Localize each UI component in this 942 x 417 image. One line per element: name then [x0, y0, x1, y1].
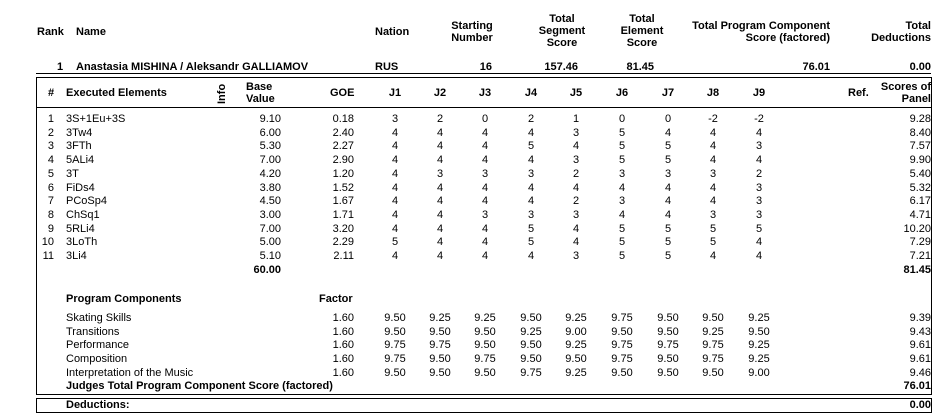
deductions-label: Deductions: — [66, 399, 130, 411]
element-judge-score: 4 — [481, 195, 489, 208]
element-judge-score: 3 — [481, 167, 489, 180]
element-goe: 2.27 — [332, 140, 354, 153]
pc-judge-score: 9.50 — [657, 325, 679, 338]
pc-factor: 1.60 — [332, 353, 354, 366]
element-judge-score: 4 — [709, 181, 717, 194]
element-judge-score: 1 — [572, 113, 580, 125]
element-judge-score: 3 — [572, 126, 580, 139]
pc-judge-score: 9.75 — [384, 353, 406, 366]
elements-header-underline — [36, 107, 932, 108]
element-judge-score: 0 — [618, 113, 626, 125]
element-name: 3Li4 — [66, 250, 87, 262]
pc-panel-score: 9.39 — [909, 312, 931, 324]
element-judge-score: 4 — [527, 154, 535, 167]
element-judge-score: 4 — [391, 140, 399, 153]
element-judge-score: 4 — [572, 236, 580, 249]
element-judge-score: 4 — [436, 181, 444, 194]
pc-judge-score: 9.25 — [520, 325, 542, 338]
skater-nation: RUS — [375, 61, 399, 73]
element-judge-score: 4 — [481, 154, 489, 167]
element-base-value: 3.00 — [259, 208, 281, 221]
pc-panel-score: 9.61 — [909, 353, 931, 366]
element-goe: 2.40 — [332, 126, 354, 139]
element-panel-score: 7.29 — [909, 236, 931, 249]
element-judge-score: 4 — [709, 140, 717, 153]
element-name: PCoSp4 — [66, 195, 107, 208]
pc-judge-score: 9.25 — [748, 312, 770, 324]
element-panel-score: 9.28 — [909, 113, 931, 125]
element-judge-score: 3 — [664, 167, 672, 180]
element-judge-score: 4 — [755, 236, 763, 249]
col-info-header: Info — [216, 83, 228, 104]
pc-judge-score: 9.75 — [611, 312, 633, 324]
element-panel-score: 6.17 — [909, 195, 931, 208]
pc-judge-score: 9.50 — [384, 366, 406, 379]
element-judge-score: 4 — [436, 236, 444, 249]
pc-judge-score: 9.50 — [657, 353, 679, 366]
element-panel-score: 7.57 — [909, 140, 931, 153]
element-judge-score: 4 — [391, 126, 399, 139]
pc-judge-score: 9.75 — [702, 339, 724, 352]
element-judge-score: -2 — [708, 113, 718, 125]
pc-factor: 1.60 — [332, 325, 354, 338]
element-judge-score: 5 — [527, 236, 535, 249]
element-judge-score: 2 — [572, 195, 580, 208]
pc-name: Transitions — [66, 325, 120, 338]
rank-header: Rank — [37, 26, 64, 38]
element-judge-score: 5 — [618, 140, 626, 153]
element-judge-score: 4 — [572, 181, 580, 194]
element-panel-score: 4.71 — [909, 208, 931, 221]
pc-judge-score: 9.75 — [429, 339, 451, 352]
element-name: FiDs4 — [66, 181, 95, 194]
element-goe: 1.20 — [332, 167, 354, 180]
pc-judge-score: 9.75 — [611, 353, 633, 366]
element-judge-score: 5 — [664, 222, 672, 235]
program-components-title: Program Components — [66, 293, 182, 305]
element-number: 10 — [41, 236, 54, 249]
pc-judge-score: 9.25 — [565, 339, 587, 352]
pc-judge-score: 9.25 — [748, 339, 770, 352]
element-judge-score: 4 — [391, 208, 399, 221]
col-num-header: # — [48, 87, 55, 99]
element-judge-score: 3 — [618, 195, 626, 208]
col-judge-header: J5 — [569, 87, 583, 99]
element-goe: 2.29 — [332, 236, 354, 249]
element-judge-score: 4 — [436, 195, 444, 208]
col-judge-header: J1 — [388, 87, 402, 99]
name-header: Name — [76, 26, 106, 38]
element-judge-score: 5 — [709, 222, 717, 235]
deductions-value: 0.00 — [909, 399, 931, 411]
deductions-box — [36, 398, 932, 413]
element-judge-score: 4 — [391, 250, 399, 262]
pc-name: Skating Skills — [66, 312, 132, 324]
element-judge-score: 5 — [755, 222, 763, 235]
element-name: 3Tw4 — [66, 126, 93, 139]
element-judge-score: 4 — [755, 154, 763, 167]
pc-judge-score: 9.75 — [384, 339, 406, 352]
element-judge-score: 5 — [618, 236, 626, 249]
element-judge-score: 4 — [664, 181, 672, 194]
element-panel-score: 10.20 — [903, 222, 931, 235]
element-judge-score: 5 — [618, 222, 626, 235]
element-judge-score: 2 — [436, 113, 444, 125]
total-pcs-header: Total Program Component Score (factored) — [692, 20, 830, 44]
pc-judge-score: 9.75 — [611, 339, 633, 352]
element-judge-score: 5 — [391, 236, 399, 249]
element-judge-score: 3 — [572, 208, 580, 221]
skater-starting-number: 16 — [479, 61, 492, 73]
starting-number-header: Starting Number — [451, 20, 493, 44]
element-number: 3 — [47, 140, 54, 153]
pc-factor: 1.60 — [332, 339, 354, 352]
pc-judge-score: 9.50 — [474, 339, 496, 352]
pc-judge-score: 9.50 — [474, 325, 496, 338]
element-judge-score: 5 — [527, 140, 535, 153]
element-judge-score: 4 — [527, 195, 535, 208]
element-judge-score: 4 — [436, 140, 444, 153]
pc-judge-score: 9.75 — [702, 353, 724, 366]
pc-judge-score: 9.00 — [748, 366, 770, 379]
element-goe: 1.67 — [332, 195, 354, 208]
pc-judge-score: 9.50 — [520, 312, 542, 324]
element-name: 5ALi4 — [66, 154, 95, 167]
element-judge-score: 2 — [572, 167, 580, 180]
element-number: 5 — [47, 167, 54, 180]
col-scores-of-panel-header: Scores of Panel — [880, 81, 931, 105]
element-base-value: 7.00 — [259, 154, 281, 167]
pc-judge-score: 9.25 — [429, 312, 451, 324]
total-segment-score-header: Total Segment Score — [538, 13, 586, 49]
element-judge-score: 4 — [618, 181, 626, 194]
pc-judge-score: 9.75 — [657, 339, 679, 352]
element-judge-score: 4 — [391, 167, 399, 180]
element-base-value: 5.00 — [259, 236, 281, 249]
element-judge-score: 4 — [664, 126, 672, 139]
element-judge-score: 3 — [755, 208, 763, 221]
element-name: 3FTh — [66, 140, 92, 153]
pc-name: Composition — [66, 353, 128, 366]
element-goe: 2.90 — [332, 154, 354, 167]
element-base-value: 9.10 — [259, 113, 281, 125]
elements-total: 81.45 — [903, 264, 931, 276]
element-base-value: 7.00 — [259, 222, 281, 235]
pc-factor: 1.60 — [332, 312, 354, 324]
element-judge-score: 3 — [755, 140, 763, 153]
pc-judge-score: 9.25 — [565, 366, 587, 379]
col-judge-header: J3 — [478, 87, 492, 99]
element-panel-score: 7.21 — [909, 250, 931, 262]
element-name: ChSq1 — [66, 208, 100, 221]
element-judge-score: 3 — [572, 250, 580, 262]
element-name: 3T — [66, 167, 79, 180]
element-judge-score: 4 — [572, 222, 580, 235]
element-number: 7 — [47, 195, 54, 208]
element-judge-score: 3 — [572, 154, 580, 167]
element-judge-score: 2 — [527, 113, 535, 125]
element-number: 1 — [47, 113, 54, 125]
pc-judge-score: 9.50 — [565, 353, 587, 366]
pc-judge-score: 9.50 — [429, 325, 451, 338]
element-judge-score: 5 — [664, 140, 672, 153]
pc-judge-score: 9.25 — [474, 312, 496, 324]
element-judge-score: 4 — [391, 154, 399, 167]
skater-total-pcs: 76.01 — [802, 61, 830, 73]
element-goe: 1.52 — [332, 181, 354, 194]
element-judge-score: 4 — [527, 250, 535, 262]
pc-judge-score: 9.50 — [702, 312, 724, 324]
element-judge-score: 4 — [709, 250, 717, 262]
element-judge-score: 4 — [436, 222, 444, 235]
element-judge-score: 3 — [709, 167, 717, 180]
pc-factor: 1.60 — [332, 366, 354, 379]
element-judge-score: 5 — [664, 154, 672, 167]
element-judge-score: 4 — [481, 236, 489, 249]
pc-panel-score: 9.43 — [909, 325, 931, 338]
element-judge-score: 4 — [664, 195, 672, 208]
element-number: 2 — [47, 126, 54, 139]
element-judge-score: 4 — [709, 195, 717, 208]
element-judge-score: 5 — [618, 126, 626, 139]
col-judge-header: J8 — [706, 87, 720, 99]
col-base-value-header: Base Value — [246, 81, 275, 105]
element-goe: 0.18 — [332, 113, 354, 125]
element-judge-score: 5 — [618, 154, 626, 167]
pc-judge-score: 9.50 — [474, 366, 496, 379]
element-panel-score: 5.32 — [909, 181, 931, 194]
element-judge-score: 5 — [664, 236, 672, 249]
element-judge-score: 4 — [391, 181, 399, 194]
element-base-value: 5.30 — [259, 140, 281, 153]
element-judge-score: 3 — [618, 167, 626, 180]
element-number: 9 — [47, 222, 54, 235]
total-element-score-header: Total Element Score — [620, 13, 664, 49]
pc-judge-score: 9.50 — [429, 366, 451, 379]
element-goe: 1.71 — [332, 208, 354, 221]
element-judge-score: 3 — [481, 208, 489, 221]
base-value-total: 60.00 — [253, 264, 281, 276]
pc-judge-score: 9.50 — [520, 353, 542, 366]
element-number: 6 — [47, 181, 54, 194]
pc-judge-score: 9.50 — [748, 325, 770, 338]
element-base-value: 6.00 — [259, 126, 281, 139]
factor-header: Factor — [319, 293, 353, 305]
element-judge-score: 4 — [436, 250, 444, 262]
element-judge-score: 4 — [481, 250, 489, 262]
pc-judge-score: 9.75 — [520, 366, 542, 379]
element-number: 8 — [47, 208, 54, 221]
element-judge-score: 3 — [527, 208, 535, 221]
element-judge-score: 5 — [618, 250, 626, 262]
element-judge-score: 2 — [755, 167, 763, 180]
element-name: 5RLi4 — [66, 222, 95, 235]
col-judge-header: J4 — [524, 87, 538, 99]
element-judge-score: 4 — [436, 154, 444, 167]
col-goe-header: GOE — [330, 87, 355, 99]
element-goe: 3.20 — [332, 222, 354, 235]
element-number: 4 — [47, 154, 54, 167]
element-judge-score: 4 — [436, 208, 444, 221]
element-name: 3S+1Eu+3S — [66, 113, 126, 125]
pc-judge-score: 9.75 — [474, 353, 496, 366]
element-judge-score: 0 — [481, 113, 489, 125]
skater-total-deductions: 0.00 — [909, 61, 931, 73]
element-goe: 2.11 — [333, 250, 354, 262]
pc-judge-score: 9.50 — [702, 366, 724, 379]
pc-judge-score: 9.25 — [565, 312, 587, 324]
element-judge-score: 4 — [755, 250, 763, 262]
pc-judge-score: 9.25 — [702, 325, 724, 338]
col-ref-header: Ref. — [848, 87, 869, 99]
element-judge-score: 4 — [391, 195, 399, 208]
pc-panel-score: 9.61 — [909, 339, 931, 352]
col-judge-header: J2 — [433, 87, 447, 99]
element-panel-score: 9.90 — [909, 154, 931, 167]
pc-name: Interpretation of the Music — [66, 366, 194, 379]
element-judge-score: 5 — [709, 236, 717, 249]
element-base-value: 3.80 — [259, 181, 281, 194]
element-judge-score: 4 — [664, 208, 672, 221]
element-judge-score: 3 — [755, 195, 763, 208]
pc-panel-score: 9.46 — [909, 366, 931, 379]
element-panel-score: 8.40 — [909, 126, 931, 139]
pc-judge-score: 9.50 — [384, 325, 406, 338]
col-judge-header: J7 — [661, 87, 675, 99]
element-base-value: 4.20 — [259, 167, 281, 180]
element-judge-score: 3 — [709, 208, 717, 221]
pc-judge-score: 9.25 — [748, 353, 770, 366]
skater-total-element-score: 81.45 — [626, 61, 654, 73]
pc-judge-score: 9.50 — [429, 353, 451, 366]
element-number: 11 — [42, 250, 54, 262]
pc-name: Performance — [66, 339, 129, 352]
summary-underline — [36, 73, 931, 74]
element-base-value: 4.50 — [259, 195, 281, 208]
skater-name: Anastasia MISHINA / Aleksandr GALLIAMOV — [76, 61, 309, 73]
element-judge-score: 4 — [527, 126, 535, 139]
element-judge-score: 4 — [709, 126, 717, 139]
skater-total-segment-score: 157.46 — [544, 61, 578, 73]
element-panel-score: 5.40 — [909, 167, 931, 180]
skater-rank: 1 — [57, 61, 64, 73]
pc-judge-score: 9.50 — [611, 325, 633, 338]
element-judge-score: 4 — [572, 140, 580, 153]
element-judge-score: 3 — [436, 167, 444, 180]
pc-judge-score: 9.50 — [657, 312, 679, 324]
pc-judge-score: 9.50 — [384, 312, 406, 324]
col-judge-header: J6 — [615, 87, 629, 99]
pc-judge-score: 9.50 — [611, 366, 633, 379]
element-judge-score: -2 — [754, 113, 764, 125]
element-judge-score: 4 — [481, 222, 489, 235]
element-judge-score: 3 — [527, 167, 535, 180]
element-judge-score: 4 — [618, 208, 626, 221]
element-judge-score: 4 — [755, 126, 763, 139]
element-judge-score: 4 — [481, 140, 489, 153]
col-executed-header: Executed Elements — [66, 87, 167, 99]
element-judge-score: 3 — [391, 113, 399, 125]
element-judge-score: 4 — [391, 222, 399, 235]
pcs-total: 76.01 — [903, 380, 931, 392]
element-judge-score: 4 — [481, 181, 489, 194]
total-deductions-header: Total Deductions — [871, 20, 931, 44]
element-judge-score: 0 — [664, 113, 672, 125]
element-judge-score: 4 — [527, 181, 535, 194]
element-judge-score: 4 — [481, 126, 489, 139]
element-name: 3LoTh — [66, 236, 98, 249]
element-judge-score: 5 — [527, 222, 535, 235]
pc-judge-score: 9.00 — [565, 325, 587, 338]
element-base-value: 5.10 — [259, 250, 281, 262]
element-judge-score: 3 — [755, 181, 763, 194]
element-judge-score: 4 — [436, 126, 444, 139]
col-judge-header: J9 — [752, 87, 766, 99]
element-judge-score: 5 — [664, 250, 672, 262]
pc-judge-score: 9.50 — [657, 366, 679, 379]
element-judge-score: 4 — [709, 154, 717, 167]
nation-header: Nation — [375, 26, 410, 38]
pcs-total-label: Judges Total Program Component Score (factored) — [66, 380, 333, 392]
pc-judge-score: 9.50 — [520, 339, 542, 352]
